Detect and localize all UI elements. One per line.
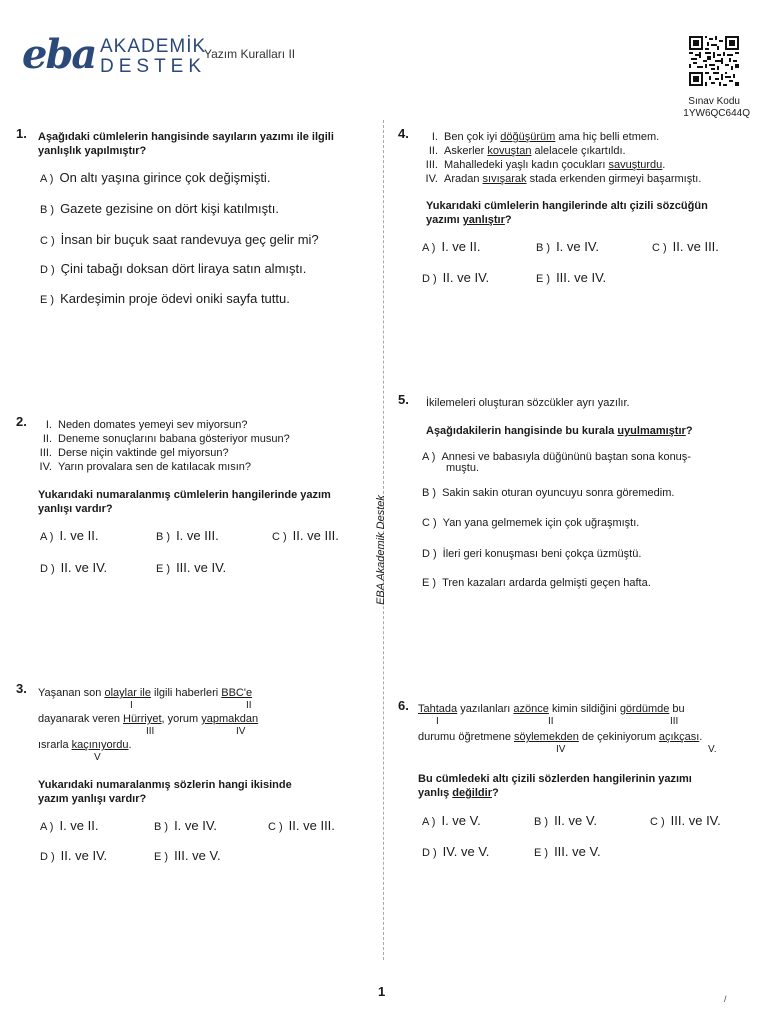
text-run: ?: [504, 214, 512, 226]
question-number: 1.: [16, 126, 27, 141]
roman-numeral: III.: [39, 447, 52, 459]
side-watermark-text: EBA Akademik Destek: [375, 495, 387, 605]
option-text: Annesi ve babasıyla düğününü baştan sona konuş-: [441, 451, 691, 463]
underlined-word: azönce: [513, 703, 549, 715]
text-run: yanlış: [418, 787, 453, 799]
answer-option-e[interactable]: [536, 270, 606, 285]
passage-line: [418, 730, 702, 744]
option-text: III. ve IV.: [670, 813, 721, 828]
option-letter: E ): [534, 847, 549, 859]
text-run: bu: [669, 703, 685, 715]
option-letter: D ): [40, 851, 55, 863]
question-stem-line: Yukarıdaki numaralanmış sözlerin hangi ikisinde: [38, 779, 292, 791]
answer-option-a[interactable]: [40, 818, 98, 833]
question-stem-line: Yukarıdaki cümlelerin hangilerinde altı çizili sözcüğün: [426, 200, 708, 212]
option-letter: D ): [422, 548, 437, 560]
answer-option-a[interactable]: [40, 528, 98, 543]
option-text: Yan yana gelmemek için çok uğraşmıştı.: [442, 517, 640, 529]
underlined-word: sıvışarak: [482, 173, 527, 185]
underlined-word: açıkçası: [658, 731, 700, 743]
answer-option-e[interactable]: [422, 574, 651, 589]
text-run: kimin sildiğini: [548, 703, 620, 715]
question-number: 4.: [398, 126, 409, 141]
question-stem-line: Bu cümledeki altı çizili sözlerden hangilerinin yazımı: [418, 773, 692, 785]
text-run: .: [662, 159, 666, 171]
question-number: 3.: [16, 681, 27, 696]
underlined-word: söylemekden: [514, 731, 579, 743]
answer-option-c[interactable]: [40, 232, 319, 247]
passage-line: [38, 738, 132, 752]
option-letter: D ): [422, 847, 437, 859]
option-text: Sakin sakin oturan oyuncuyu sonra göremedim.: [442, 487, 675, 499]
roman-numeral: III.: [425, 159, 438, 171]
underlined-word: yapmakdan: [201, 713, 259, 725]
roman-marker: IV: [236, 726, 246, 737]
document-title: Yazım Kuralları II: [204, 47, 296, 61]
underlined-word: olaylar ile: [104, 687, 151, 699]
answer-option-a[interactable]: [422, 239, 480, 254]
question-number: 5.: [398, 392, 409, 407]
underlined-word: savuşturdu: [608, 159, 663, 171]
option-text: II. ve III.: [672, 239, 719, 254]
option-text: I. ve III.: [176, 528, 219, 543]
passage-line: [418, 702, 685, 716]
roman-marker: II: [548, 716, 554, 727]
answer-option-b[interactable]: [422, 484, 674, 499]
option-text: III. ve IV.: [176, 560, 227, 575]
text-run: Yaşanan son: [38, 687, 105, 699]
roman-marker: I: [130, 700, 133, 711]
option-letter: D ): [40, 264, 55, 276]
option-letter: E ): [422, 577, 437, 589]
numbered-sentence: Yarın provalara sen de katılacak mısın?: [58, 461, 252, 473]
question-stem-line: [426, 424, 693, 438]
underlined-word: kovuştan: [487, 145, 532, 157]
option-letter: B ): [40, 204, 55, 216]
answer-option-b[interactable]: [156, 528, 219, 543]
option-letter: E ): [156, 563, 171, 575]
option-text-continuation: muştu.: [446, 462, 480, 474]
text-run: ?: [491, 787, 499, 799]
text-run: yazılanları: [457, 703, 514, 715]
question-stem-line: [418, 786, 499, 800]
option-letter: B ): [154, 821, 169, 833]
option-letter: A ): [40, 531, 54, 543]
option-text: Gazete gezisine on dört kişi katılmıştı.: [60, 201, 279, 216]
option-text: I. ve V.: [441, 813, 481, 828]
text-run: dayanarak veren: [38, 713, 123, 725]
option-letter: C ): [268, 821, 283, 833]
option-text: I. ve II.: [59, 818, 99, 833]
roman-marker: I: [436, 716, 439, 727]
option-letter: C ): [40, 235, 55, 247]
option-text: İnsan bir buçuk saat randevuya geç gelir mi?: [60, 232, 319, 247]
numbered-sentence: [444, 130, 659, 144]
option-letter: C ): [272, 531, 287, 543]
question-number: 2.: [16, 414, 27, 429]
option-letter: C ): [652, 242, 667, 254]
text-run: durumu öğretmene: [418, 731, 514, 743]
option-text: II. ve IV.: [60, 560, 108, 575]
answer-option-d[interactable]: [422, 545, 641, 560]
option-letter: B ): [156, 531, 171, 543]
answer-option-d[interactable]: [422, 270, 489, 285]
answer-option-c[interactable]: [652, 239, 719, 254]
roman-marker: III: [146, 726, 155, 737]
roman-numeral: II.: [42, 433, 52, 445]
exam-code-value: 1YW6QC644Q: [683, 108, 750, 119]
answer-option-c[interactable]: [272, 528, 339, 543]
answer-option-e[interactable]: [156, 560, 226, 575]
eba-akademik-destek-logo: [22, 31, 207, 78]
question-stem-line: yanlışı vardır?: [38, 503, 113, 515]
numbered-sentence: [444, 158, 665, 172]
underlined-word: kaçınıyordu: [71, 739, 129, 751]
roman-numeral: I.: [45, 419, 52, 431]
option-text: II. ve III.: [288, 818, 335, 833]
text-run: Ben çok iyi: [444, 131, 501, 143]
roman-numeral: I.: [431, 131, 438, 143]
text-run: ?: [685, 425, 693, 437]
option-letter: B ): [534, 816, 549, 828]
answer-option-b[interactable]: [154, 818, 217, 833]
option-text: On altı yaşına girince çok değişmişti.: [59, 170, 271, 185]
text-run: alelacele çıkartıldı.: [531, 145, 626, 157]
text-run: Aşağıdakilerin hangisinde bu kurala: [426, 425, 618, 437]
text-run: .: [699, 731, 703, 743]
text-run: ama hiç belli etmem.: [555, 131, 660, 143]
answer-option-d[interactable]: [40, 560, 107, 575]
roman-numeral: IV.: [39, 461, 52, 473]
text-run: .: [128, 739, 132, 751]
option-text: II. ve IV.: [60, 848, 108, 863]
answer-option-d[interactable]: [40, 848, 107, 863]
option-letter: C ): [650, 816, 665, 828]
roman-marker: III: [670, 716, 679, 727]
underlined-word: döğüşürüm: [500, 131, 556, 143]
text-run: , yorum: [161, 713, 202, 725]
answer-option-b[interactable]: [534, 813, 597, 828]
option-letter: C ): [422, 517, 437, 529]
question-stem-line: yazım yanlışı vardır?: [38, 793, 147, 805]
roman-marker: V: [94, 752, 101, 763]
roman-marker: V.: [708, 744, 717, 755]
logo-akademik-text: AKADEMİK: [100, 36, 207, 57]
option-text: Kardeşimin proje ödevi oniki sayfa tuttu.: [60, 291, 290, 306]
logo-destek-text: DESTEK: [100, 56, 207, 77]
text-run: de çekiniyorum: [578, 731, 659, 743]
text-run: ilgili haberleri: [150, 687, 222, 699]
numbered-sentence: Derse niçin vaktinde gel miyorsun?: [58, 447, 229, 459]
option-text: I. ve II.: [441, 239, 481, 254]
numbered-sentence: Neden domates yemeyi sev miyorsun?: [58, 419, 248, 431]
text-run: yazımı: [426, 214, 463, 226]
answer-option-d[interactable]: [422, 844, 489, 859]
option-letter: E ): [536, 273, 551, 285]
option-text: Tren kazaları ardarda gelmişti geçen hafta.: [442, 577, 651, 589]
page-number: 1: [378, 984, 386, 999]
option-text: III. ve V.: [554, 844, 601, 859]
option-letter: A ): [40, 173, 54, 185]
text-run: Askerler: [444, 145, 488, 157]
rule-statement: İkilemeleri oluşturan sözcükler ayrı yazılır.: [426, 397, 630, 409]
option-text: III. ve IV.: [556, 270, 607, 285]
option-text: II. ve V.: [554, 813, 597, 828]
answer-option-b[interactable]: [40, 201, 279, 216]
option-letter: B ): [422, 487, 437, 499]
logo-eba-text: eba: [22, 31, 96, 78]
option-letter: D ): [422, 273, 437, 285]
option-letter: A ): [422, 242, 436, 254]
answer-option-d[interactable]: [40, 261, 306, 276]
option-text: II. ve IV.: [442, 270, 490, 285]
answer-option-a[interactable]: [40, 170, 270, 185]
underlined-word: yanlıştır: [462, 214, 505, 226]
option-text: I. ve IV.: [556, 239, 599, 254]
passage-line: [38, 712, 258, 726]
option-letter: B ): [536, 242, 551, 254]
answer-option-e[interactable]: [40, 291, 290, 306]
text-run: ısrarla: [38, 739, 72, 751]
roman-marker: IV: [556, 744, 566, 755]
underlined-word: gördümde: [619, 703, 670, 715]
underlined-word: Hürriyet: [123, 713, 162, 725]
answer-option-e[interactable]: [154, 848, 221, 863]
answer-option-c[interactable]: [422, 514, 639, 529]
option-letter: E ): [154, 851, 169, 863]
question-number: 6.: [398, 698, 409, 713]
option-letter: A ): [422, 451, 436, 463]
underlined-word: değildir: [452, 787, 492, 799]
option-text: I. ve IV.: [174, 818, 217, 833]
question-stem-line: [426, 213, 512, 227]
answer-option-b[interactable]: [536, 239, 599, 254]
text-run: Aradan: [444, 173, 483, 185]
underlined-word: BBC'e: [221, 687, 253, 699]
option-letter: A ): [422, 816, 436, 828]
question-stem-line: yanlışlık yapılmıştır?: [38, 145, 147, 157]
text-run: Mahalledeki yaşlı kadın çocukları: [444, 159, 609, 171]
side-watermark: [373, 495, 393, 605]
qr-code-icon: [689, 36, 739, 86]
corner-mark: /: [724, 994, 727, 1004]
passage-line: [38, 686, 252, 700]
option-text: I. ve II.: [59, 528, 99, 543]
numbered-sentence: [444, 144, 626, 158]
option-text: Çini tabağı doksan dört liraya satın almıştı.: [60, 261, 307, 276]
question-stem-line: Aşağıdaki cümlelerin hangisinde sayıların yazımı ile ilgili: [38, 131, 334, 143]
roman-numeral: IV.: [425, 173, 438, 185]
option-text: II. ve III.: [292, 528, 339, 543]
numbered-sentence: [444, 172, 701, 186]
numbered-sentence: Deneme sonuçlarını babana gösteriyor musun?: [58, 433, 290, 445]
answer-option-c[interactable]: [268, 818, 335, 833]
underlined-word: Tahtada: [418, 703, 458, 715]
option-letter: A ): [40, 821, 54, 833]
answer-option-a[interactable]: [422, 813, 481, 828]
option-letter: E ): [40, 294, 55, 306]
roman-numeral: II.: [428, 145, 438, 157]
question-stem-line: Yukarıdaki numaralanmış cümlelerin hangilerinde yazım: [38, 489, 331, 501]
option-text: İleri geri konuşması beni çokça üzmüştü.: [442, 548, 642, 560]
underlined-word: uyulmamıştır: [617, 425, 686, 437]
roman-marker: II: [246, 700, 252, 711]
option-text: IV. ve V.: [442, 844, 490, 859]
text-run: stada erkenden girmeyi başarmıştı.: [526, 173, 702, 185]
option-text: III. ve V.: [174, 848, 221, 863]
exam-code-label: Sınav Kodu: [688, 96, 740, 107]
answer-option-e[interactable]: [534, 844, 601, 859]
option-letter: D ): [40, 563, 55, 575]
answer-option-c[interactable]: [650, 813, 721, 828]
